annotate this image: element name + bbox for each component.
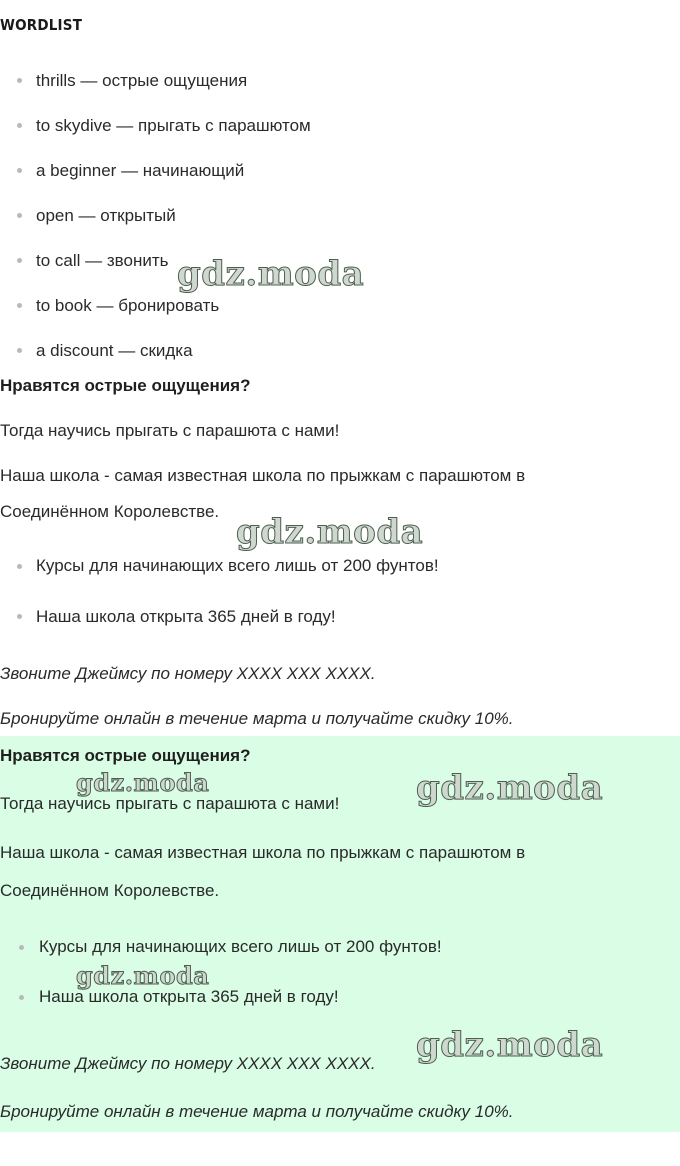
list-item: to call — звонить — [0, 238, 311, 283]
list-item: Курсы для начинающих всего лишь от 200 фунтов! — [0, 550, 439, 582]
bullet-icon — [17, 564, 22, 569]
watermark: gdz.moda — [416, 1025, 604, 1065]
ad-book: Бронируйте онлайн в течение марта и получайте скидку 10%. — [0, 1102, 514, 1121]
ad-title: Нравятся острые ощущения? — [0, 376, 251, 395]
list-item: Курсы для начинающих всего лишь от 200 фунтов! — [0, 932, 442, 962]
list-item: a beginner — начинающий — [0, 148, 311, 193]
wordlist — [0, 58, 311, 373]
bullet-icon — [17, 303, 22, 308]
bullet-icon — [17, 78, 22, 83]
ad-call: Звоните Джеймсу по номеру XXXX XXX XXXX. — [0, 1054, 376, 1073]
ad-call: Звоните Джеймсу по номеру XXXX XXX XXXX. — [0, 664, 376, 683]
ad-line: Соединённом Королевстве. — [0, 881, 220, 900]
bullet-icon — [17, 348, 22, 353]
bullet-icon — [17, 258, 22, 263]
ad-line: Тогда научись прыгать с парашюта с нами! — [0, 421, 340, 440]
wordlist-heading: WORDLIST — [0, 16, 83, 34]
bullet-icon — [17, 168, 22, 173]
ad-bullets — [0, 550, 439, 639]
bullet-icon — [19, 995, 24, 1000]
bullet-icon — [17, 614, 22, 619]
list-item: a discount — скидка — [0, 328, 311, 373]
ad-line: Наша школа - самая известная школа по прыжкам с парашютом в — [0, 466, 526, 485]
list-item: open — открытый — [0, 193, 311, 238]
ad-line: Наша школа - самая известная школа по прыжкам с парашютом в — [0, 843, 526, 862]
watermark: gdz.moda — [177, 254, 365, 294]
list-item: to skydive — прыгать с парашютом — [0, 103, 311, 148]
bullet-icon — [17, 123, 22, 128]
bullet-icon — [19, 945, 24, 950]
watermark: gdz.moda — [416, 768, 604, 808]
watermark: gdz.moda — [76, 768, 210, 797]
ad-line: Тогда научись прыгать с парашюта с нами! — [0, 794, 340, 813]
list-item: thrills — острые ощущения — [0, 58, 311, 103]
list-item: Наша школа открыта 365 дней в году! — [0, 982, 442, 1012]
bullet-icon — [17, 213, 22, 218]
ad-line: Соединённом Королевстве. — [0, 502, 220, 521]
list-item: Наша школа открыта 365 дней в году! — [0, 594, 439, 639]
ad-title: Нравятся острые ощущения? — [0, 746, 251, 765]
watermark: gdz.moda — [236, 512, 424, 552]
list-item: to book — бронировать — [0, 283, 311, 328]
ad-bullets — [0, 932, 442, 1012]
watermark: gdz.moda — [76, 961, 210, 990]
ad-book: Бронируйте онлайн в течение марта и получайте скидку 10%. — [0, 709, 514, 728]
